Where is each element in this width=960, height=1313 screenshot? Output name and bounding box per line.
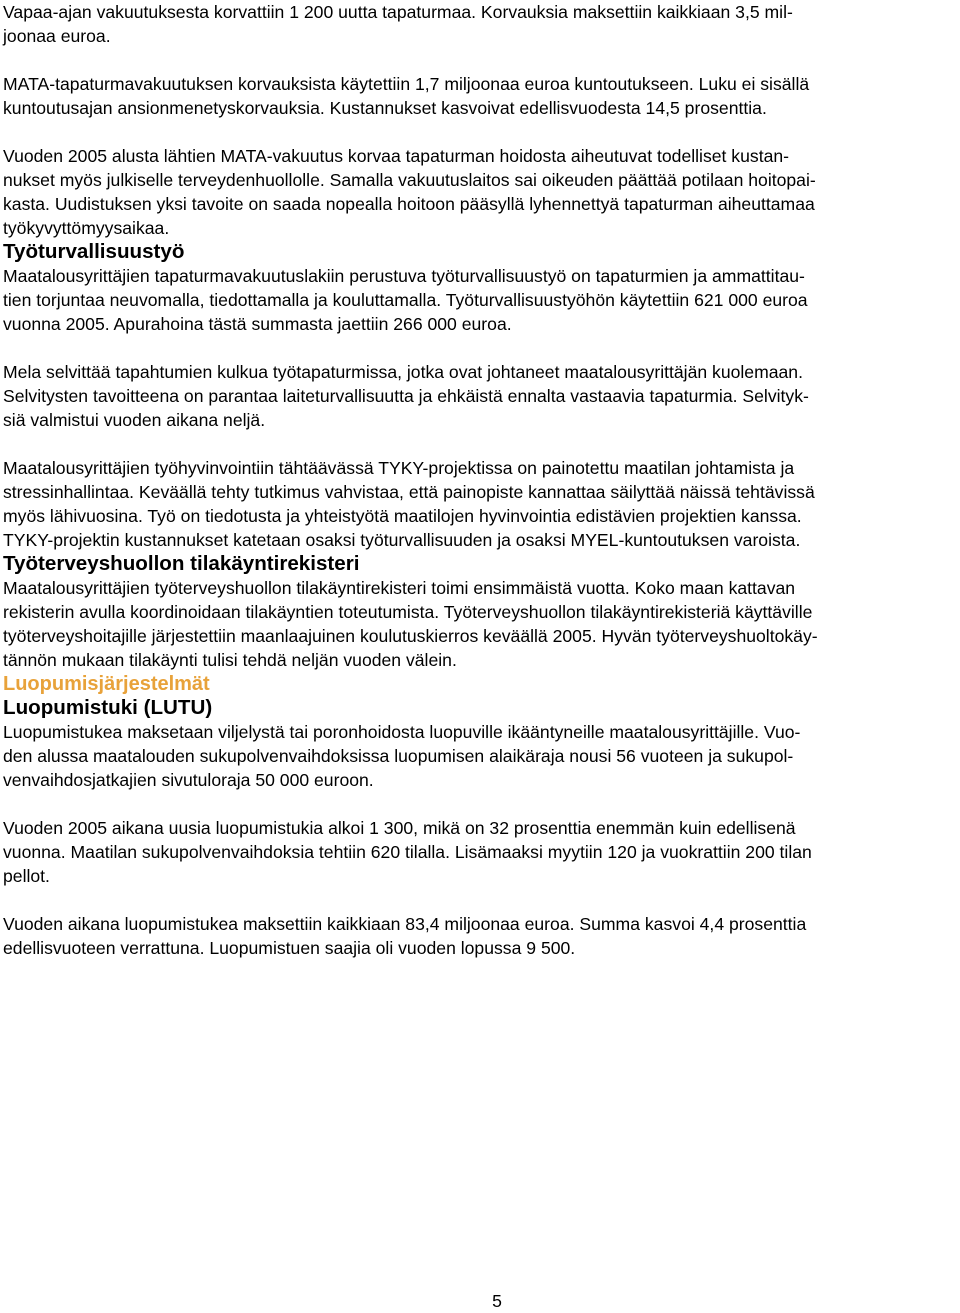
paragraph-mata-korvaus: Vuoden 2005 alusta lähtien MATA-vakuutus korvaa tapaturman hoidosta aiheutuvat todelliset kustan- nukset myös julkiselle terveydenhuollolle. Samalla vakuutuslaitos sai oikeuden päättää potilaan hoitopai- kasta. Uudistuksen yksi tavoite on saada nopealla hoitoon pääsyllä lyhennettyä tapaturman aiheuttamaa työkyvyttömyysaikaa. [3, 146, 816, 238]
document-page [3, 0, 955, 960]
paragraph-luopumistuki-maksut: Vuoden aikana luopumistukea maksettiin kaikkiaan 83,4 miljoonaa euroa. Summa kasvoi 4,4 prosenttia edellisvuoteen verrattuna. Luopumistuen saajia oli vuoden lopussa 9 500. [3, 914, 807, 958]
paragraph-luopumistuki-2005: Vuoden 2005 aikana uusia luopumistukia alkoi 1 300, mikä on 32 prosenttia enemmän kuin edellisenä vuonna. Maatilan sukupolvenvaihdoksia tehtiin 620 tilalla. Lisämaaksi myytiin 120 ja vuokrattiin 200 tilan pellot. [3, 818, 812, 886]
page-number: 5 [492, 1291, 502, 1311]
paragraph-tilakayntirekisteri: Maatalousyrittäjien työterveyshuollon tilakäyntirekisteri toimi ensimmäistä vuotta. Koko maan kattavan rekisterin avulla koordinoidaan tilakäyntien toteutumista. Työterveyshuollon tilakäyntirekisteriä käyttäville työterveyshoitajille järjestettiin maanlaajuinen koulutuskierros keväällä 2005. Hyvän työterveyshuoltokäy- tännön mukaan tilakäynti tulisi tehdä neljän vuoden välein. [3, 578, 818, 670]
paragraph-vapaa-ajan-vakuutus: Vapaa-ajan vakuutuksesta korvattiin 1 200 uutta tapaturmaa. Korvauksia maksettiin kaikkiaan 3,5 mil- joonaa euroa. [3, 2, 793, 46]
paragraph-mela-selvitys: Mela selvittää tapahtumien kulkua työtapaturmissa, jotka ovat johtaneet maatalousyrittäjän kuolemaan. Selvitysten tavoitteena on parantaa laiteturvallisuutta ja ehkäistä ennalta vastaavia tapaturmia. Selvityk- siä valmistui vuoden aikana neljä. [3, 362, 809, 430]
paragraph-tyky-projekti: Maatalousyrittäjien työhyvinvointiin tähtäävässä TYKY-projektissa on painotettu maatilan johtamista ja stressinhallintaa. Keväällä tehty tutkimus vahvistaa, että painopiste kannattaa säilyttää näissä tehtävissä myös lähivuosina. Työ on tiedotusta ja yhteistyötä maatilojen hyvinvointia edistävien projektien kanssa. TYKY-projektin kustannukset katetaan osaksi työturvallisuuden ja osaksi MYEL-kuntoutuksen varoista. [3, 458, 815, 550]
heading-luopumisjarjestelmat: Luopumisjärjestelmät [3, 673, 210, 695]
paragraph-luopumistuki-ehdot: Luopumistukea maksetaan viljelystä tai poronhoidosta luopuville ikääntyneille maatalousyrittäjille. Vuo- den alussa maatalouden sukupolvenvaihdoksissa luopumisen alaikäraja nousi 56 vuoteen ja sukupol- venvaihdosjatkajien sivutuloraja 50 000 euroon. [3, 722, 801, 790]
heading-tyoturvallisuustyo: Työturvallisuustyö [3, 240, 185, 263]
paragraph-mata-kuntoutus: MATA-tapaturmavakuutuksen korvauksista käytettiin 1,7 miljoonaa euroa kuntoutukseen. Luku ei sisällä kuntoutusajan ansionmenetyskorvauksia. Kustannukset kasvoivat edellisvuodesta 14,5 prosenttia. [3, 74, 810, 118]
paragraph-tyoturvallisuustyo: Maatalousyrittäjien tapaturmavakuutuslakiin perustuva työturvallisuustyö on tapaturmien ja ammattitau- tien torjuntaa neuvomalla, tiedottamalla ja kouluttamalla. Työturvallisuustyöhön käytettiin 621 000 euroa vuonna 2005. Apurahoina tästä summasta jaettiin 266 000 euroa. [3, 266, 808, 334]
heading-luopumistuki: Luopumistuki (LUTU) [3, 696, 213, 719]
heading-tilakayntirekisteri: Työterveyshuollon tilakäyntirekisteri [3, 552, 360, 575]
